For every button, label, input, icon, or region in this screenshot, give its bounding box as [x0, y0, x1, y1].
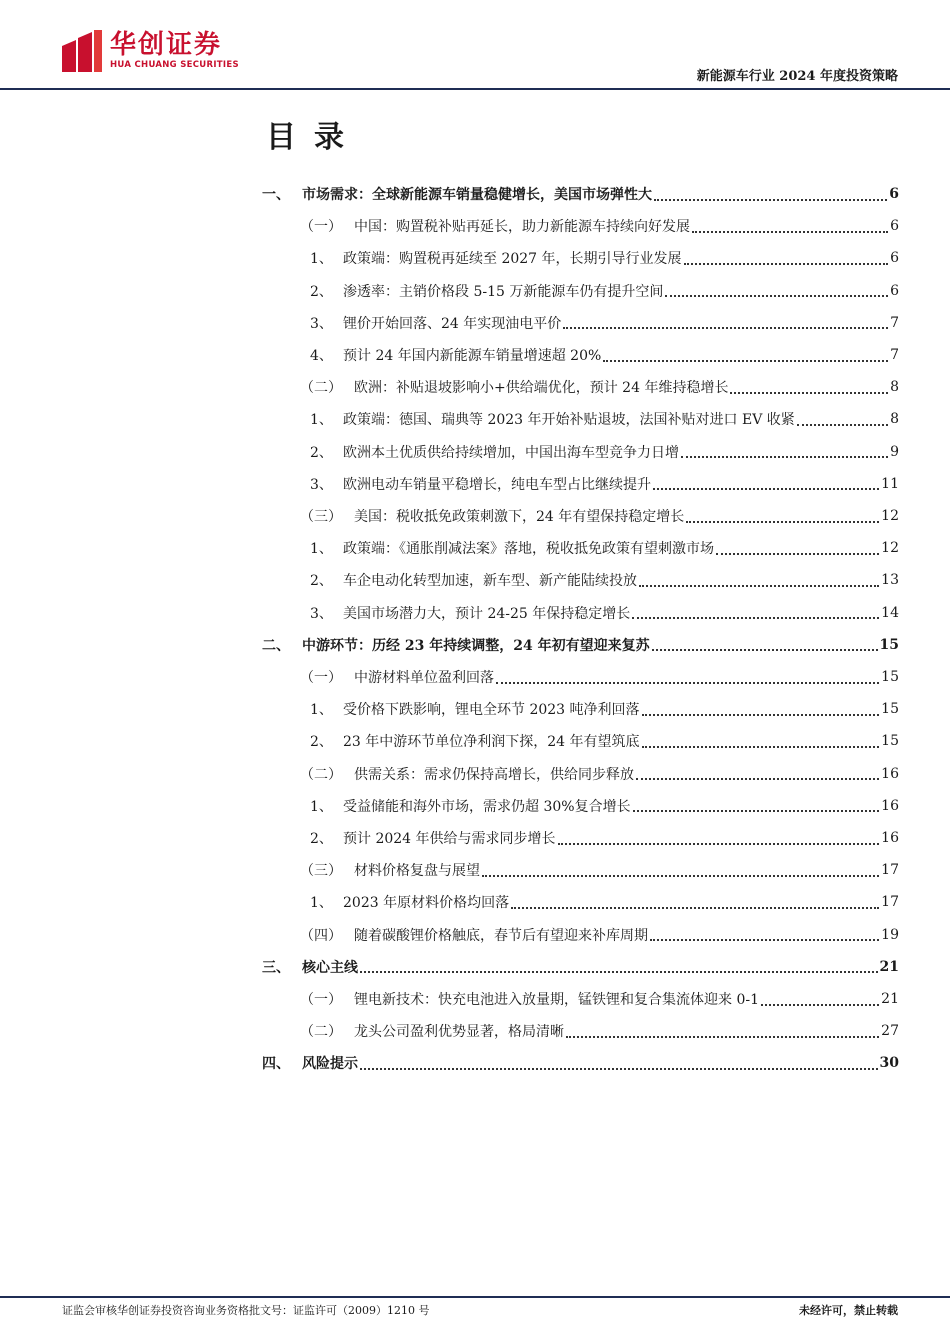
- toc-entry[interactable]: [300, 371, 899, 403]
- toc-entry-label: 受价格下跌影响，锂电全环节 2023 吨净利回落: [343, 702, 640, 719]
- toc-entry[interactable]: [310, 597, 899, 629]
- toc-entry-page: 8: [890, 411, 899, 428]
- toc-entry-label: 核心主线: [302, 959, 358, 976]
- toc-entry[interactable]: [310, 242, 899, 274]
- toc-leader-dots: [511, 906, 879, 909]
- toc-leader-dots: [642, 713, 880, 716]
- toc-entry-page: 16: [881, 765, 899, 782]
- toc-entry-number: 1、: [310, 798, 333, 815]
- toc-leader-dots: [652, 648, 878, 651]
- toc-leader-dots: [730, 391, 888, 394]
- toc-entry-page: 6: [890, 282, 899, 299]
- toc-entry-number: 三、: [262, 959, 290, 976]
- header-divider: [0, 88, 950, 90]
- toc-entry-page: 19: [881, 926, 899, 943]
- toc-entry-number: 1、: [310, 412, 333, 429]
- toc-entry[interactable]: [310, 403, 899, 435]
- toc-leader-dots: [686, 520, 879, 523]
- toc-leader-dots: [681, 455, 888, 458]
- toc-entry-number: 3、: [310, 605, 333, 622]
- toc-entry[interactable]: [310, 790, 899, 822]
- toc-entry-page: 27: [881, 1023, 899, 1040]
- toc-entry-label: 锂电新技术：快充电池进入放量期，锰铁锂和复合集流体迎来 0-1: [354, 992, 759, 1008]
- toc-entry-label: 美国市场潜力大，预计 24-25 年保持稳定增长: [343, 605, 631, 622]
- toc-entry[interactable]: [300, 854, 899, 886]
- toc-entry-number: 3、: [310, 315, 333, 332]
- toc-leader-dots: [496, 681, 879, 684]
- toc-entry-label: 材料价格复盘与展望: [354, 863, 480, 880]
- document-title: 新能源车行业 2024 年度投资策略: [696, 69, 898, 84]
- toc-entry-label: 欧洲：补贴退坡影响小+供给端优化，预计 24 年维持稳增长: [354, 380, 729, 397]
- toc-entry-number: 2、: [310, 283, 333, 300]
- toc-entry-page: 6: [890, 250, 899, 267]
- toc-leader-dots: [632, 616, 879, 619]
- toc-entry-page: 15: [881, 701, 899, 718]
- toc-entry[interactable]: [262, 1047, 899, 1079]
- toc-entry-label: 欧洲电动车销量平稳增长，纯电车型占比继续提升: [343, 476, 651, 493]
- footer-divider: [0, 1296, 950, 1298]
- toc-leader-dots: [603, 359, 888, 362]
- toc-entry-page: 12: [881, 540, 899, 557]
- toc-entry-label: 供需关系：需求仍保持高增长，供给同步释放: [354, 766, 634, 783]
- toc-entry[interactable]: [300, 758, 899, 790]
- toc-entry-page: 8: [890, 379, 899, 396]
- toc-entry-number: 1、: [310, 895, 333, 912]
- toc-entry-page: 6: [890, 218, 899, 235]
- toc-leader-dots: [665, 294, 888, 297]
- toc-entry[interactable]: [310, 822, 899, 854]
- footer-copyright-note: 未经许可，禁止转载: [799, 1304, 898, 1317]
- toc-entry-label: 2023 年原材料价格均回落: [343, 895, 510, 912]
- toc-entry[interactable]: [310, 532, 899, 564]
- toc-entry-label: 锂价开始回落、24 年实现油电平价: [343, 315, 562, 332]
- toc-leader-dots: [650, 938, 879, 941]
- toc-entry-number: 二、: [262, 637, 290, 654]
- toc-entry[interactable]: [310, 275, 899, 307]
- toc-entry-number: （二）: [300, 766, 342, 783]
- toc-leader-dots: [558, 842, 880, 845]
- toc-entry-page: 16: [881, 830, 899, 846]
- toc-entry-page: 6: [889, 186, 899, 202]
- toc-entry[interactable]: [300, 661, 899, 693]
- toc-entry-number: 4、: [310, 348, 333, 364]
- toc-entry-label: 中游环节：历经 23 年持续调整，24 年初有望迎来复苏: [302, 637, 650, 654]
- toc-entry[interactable]: [262, 951, 899, 983]
- toc-entry-page: 9: [890, 443, 899, 460]
- toc-entry[interactable]: [262, 629, 899, 661]
- toc-entry[interactable]: [300, 919, 899, 951]
- toc-entry-label: 政策端：德国、瑞典等 2023 年开始补贴退坡，法国补贴对进口 EV 收紧: [343, 412, 795, 429]
- toc-entry-number: 2、: [310, 444, 333, 461]
- toc-entry-number: （三）: [300, 863, 342, 880]
- toc-leader-dots: [642, 745, 880, 748]
- toc-leader-dots: [716, 552, 879, 555]
- toc-entry-page: 12: [881, 508, 899, 524]
- toc-entry[interactable]: [300, 500, 899, 532]
- toc-entry-label: 预计 2024 年供给与需求同步增长: [343, 831, 556, 847]
- toc-leader-dots: [684, 262, 889, 265]
- toc-entry-label: 车企电动化转型加速，新车型、新产能陆续投放: [343, 573, 637, 590]
- toc-entry[interactable]: [310, 693, 899, 725]
- toc-leader-dots: [636, 777, 879, 780]
- footer-license-note: 证监会审核华创证券投资咨询业务资格批文号：证监许可（2009）1210 号: [62, 1304, 430, 1317]
- logo-chinese-name: 华创证券: [110, 30, 223, 60]
- toc-entry-page: 14: [881, 604, 899, 621]
- toc-entry-number: 2、: [310, 573, 333, 590]
- toc-entry[interactable]: [310, 725, 899, 757]
- toc-leader-dots: [639, 584, 879, 587]
- toc-leader-dots: [563, 326, 888, 329]
- toc-entry-number: （三）: [300, 509, 342, 525]
- toc-entry-number: （一）: [300, 992, 342, 1008]
- page-header: [0, 0, 950, 95]
- toc-entry-page: 17: [881, 894, 899, 911]
- toc-entry-number: 2、: [310, 734, 333, 751]
- toc-leader-dots: [653, 487, 879, 490]
- toc-entry[interactable]: [300, 1015, 899, 1047]
- toc-entry-page: 21: [881, 991, 899, 1007]
- toc-entry-number: 3、: [310, 476, 333, 493]
- toc-entry-label: 市场需求：全球新能源车销量稳健增长，美国市场弹性大: [302, 187, 652, 203]
- toc-entry-label: 23 年中游环节单位净利润下探，24 年有望筑底: [343, 734, 640, 751]
- toc-entry-label: 渗透率：主销价格段 5-15 万新能源车仍有提升空间: [343, 283, 664, 300]
- company-logo: [62, 30, 239, 72]
- toc-entry-page: 16: [881, 797, 899, 814]
- toc-entry-label: 随着碳酸锂价格触底，春节后有望迎来补库周期: [354, 927, 648, 944]
- toc-entry[interactable]: [310, 886, 899, 918]
- toc-entry-label: 预计 24 年国内新能源车销量增速超 20%: [343, 348, 602, 364]
- toc-leader-dots: [360, 970, 878, 973]
- toc-entry[interactable]: [262, 178, 899, 210]
- toc-entry-number: 一、: [262, 187, 290, 203]
- toc-leader-dots: [482, 874, 879, 877]
- toc-leader-dots: [654, 198, 887, 201]
- toc-entry-number: （四）: [300, 927, 342, 944]
- toc-leader-dots: [360, 1067, 878, 1070]
- toc-entry-label: 风险提示: [302, 1056, 358, 1073]
- toc-leader-dots: [761, 1003, 879, 1006]
- toc-entry[interactable]: [300, 210, 899, 242]
- toc-entry-page: 13: [881, 572, 899, 589]
- toc-entry[interactable]: [310, 307, 899, 339]
- toc-entry-number: 1、: [310, 541, 333, 558]
- logo-english-name: HUA CHUANG SECURITIES: [110, 60, 239, 70]
- toc-entry-page: 11: [881, 475, 899, 492]
- toc-entry[interactable]: [310, 468, 899, 500]
- toc-entry-number: （二）: [300, 1024, 342, 1041]
- toc-leader-dots: [633, 809, 880, 812]
- toc-heading: 目录: [266, 120, 362, 155]
- toc-entry-page: 30: [879, 1055, 899, 1072]
- toc-entry-label: 中国：购置税补贴再延长，助力新能源车持续向好发展: [354, 219, 690, 236]
- toc-entry-number: 1、: [310, 251, 333, 268]
- toc-entry-page: 15: [881, 733, 899, 750]
- toc-entry[interactable]: [300, 983, 899, 1015]
- toc-entry-label: 受益储能和海外市场，需求仍超 30%复合增长: [343, 798, 631, 815]
- toc-entry[interactable]: [310, 436, 899, 468]
- toc-entry-label: 政策端：《通胀削减法案》落地，税收抵免政策有望刺激市场: [343, 541, 714, 558]
- logo-mark-icon: [62, 30, 102, 72]
- toc-entry-number: （一）: [300, 670, 342, 686]
- toc-entry-page: 15: [879, 636, 899, 653]
- toc-entry-page: 21: [879, 958, 899, 975]
- toc-leader-dots: [692, 230, 888, 233]
- toc-entry-label: 中游材料单位盈利回落: [354, 670, 494, 686]
- toc-entry-number: 1、: [310, 702, 333, 719]
- toc-entry-number: 四、: [262, 1056, 290, 1073]
- toc-entry-label: 欧洲本土优质供给持续增加，中国出海车型竞争力日增: [343, 444, 679, 461]
- toc-entry-number: 2、: [310, 831, 333, 847]
- toc-entry-page: 17: [881, 862, 899, 879]
- toc-entry-label: 龙头公司盈利优势显著，格局清晰: [354, 1024, 564, 1041]
- toc-leader-dots: [566, 1035, 879, 1038]
- toc-entry-label: 政策端：购置税再延续至 2027 年，长期引导行业发展: [343, 251, 682, 268]
- toc-entry[interactable]: [310, 339, 899, 371]
- toc-entry-page: 7: [890, 314, 899, 331]
- toc-entry-number: （一）: [300, 219, 342, 236]
- toc-leader-dots: [797, 423, 888, 426]
- toc-entry[interactable]: [310, 564, 899, 596]
- toc-entry-label: 美国：税收抵免政策刺激下，24 年有望保持稳定增长: [354, 509, 685, 525]
- toc-entry-number: （二）: [300, 380, 342, 397]
- toc-entry-page: 15: [881, 669, 899, 685]
- toc-entry-page: 7: [890, 347, 899, 363]
